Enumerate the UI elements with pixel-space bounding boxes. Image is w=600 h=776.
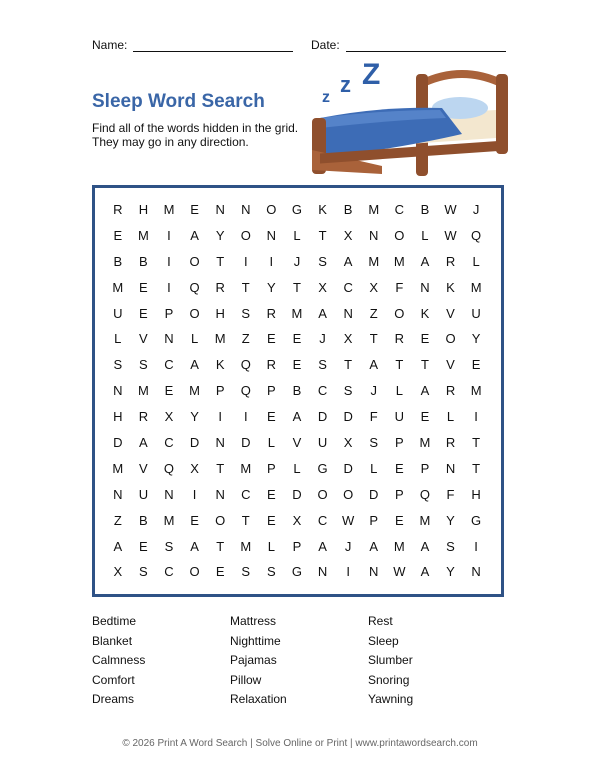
grid-cell: M	[163, 202, 175, 217]
grid-cell: G	[291, 202, 303, 217]
grid-cell: S	[113, 357, 123, 373]
grid-cell: W	[444, 227, 457, 243]
grid-cell: J	[344, 538, 352, 554]
grid-cell: E	[267, 486, 276, 502]
grid-cell: E	[267, 409, 276, 425]
word-list-item: Mattress	[230, 614, 277, 628]
grid-cell: X	[343, 435, 353, 451]
grid-cell: S	[139, 564, 148, 580]
grid-cell: P	[164, 305, 174, 321]
word-list-item: Relaxation	[230, 692, 287, 706]
svg-text:z: z	[322, 89, 330, 106]
grid-cell: O	[394, 305, 405, 321]
grid-cell: N	[215, 202, 225, 217]
grid-cell: Y	[446, 512, 455, 528]
grid-cell: D	[343, 460, 353, 476]
grid-cell: E	[215, 564, 225, 580]
grid-cell: R	[445, 383, 456, 399]
grid-cell: I	[474, 409, 478, 425]
grid-cell: Q	[163, 460, 175, 476]
grid-cell: O	[189, 305, 200, 321]
grid-cell: A	[369, 538, 379, 554]
grid-cell: D	[343, 409, 353, 425]
grid-cell: N	[369, 227, 379, 243]
grid-cell: W	[342, 512, 355, 528]
grid-cell: O	[317, 486, 328, 502]
grid-cell: G	[317, 460, 328, 476]
grid-cell: I	[269, 253, 274, 269]
grid-cell: T	[395, 357, 404, 373]
grid-cell: B	[113, 253, 123, 269]
name-field	[92, 38, 293, 52]
grid-cell: M	[393, 538, 405, 554]
grid-cell: J	[293, 253, 301, 269]
grid-cell: E	[394, 460, 404, 476]
grid-cell: R	[394, 331, 405, 347]
svg-text:z: z	[340, 72, 351, 97]
grid-cell: Q	[471, 227, 482, 243]
grid-cell: E	[139, 305, 148, 321]
word-list-item: Slumber	[368, 653, 413, 667]
grid-cell: Z	[241, 331, 250, 347]
letter-grid	[105, 197, 489, 585]
grid-cell: X	[369, 279, 379, 295]
grid-cell: L	[190, 331, 199, 347]
word-list-item: Bedtime	[92, 614, 137, 628]
grid-cell: L	[114, 331, 122, 347]
word-list-item: Nighttime	[230, 633, 281, 648]
grid-cell: X	[190, 460, 199, 476]
word-list-item: Pillow	[230, 672, 262, 687]
grid-cell: N	[471, 564, 481, 580]
grid-cell: D	[241, 435, 251, 451]
grid-cell: A	[190, 227, 199, 243]
grid-cell: M	[112, 279, 124, 295]
grid-cell: I	[167, 279, 171, 295]
word-list-item: Snoring	[368, 672, 410, 687]
grid-cell: T	[420, 357, 429, 373]
grid-cell: O	[343, 486, 354, 502]
date-line	[346, 39, 506, 52]
word-search-grid	[92, 185, 504, 597]
grid-cell: Z	[369, 305, 378, 321]
grid-cell: R	[113, 202, 123, 217]
grid-cell: L	[395, 383, 403, 399]
grid-cell: L	[267, 435, 275, 451]
grid-cell: T	[344, 357, 353, 373]
grid-cell: Q	[240, 357, 251, 373]
grid-cell: X	[292, 512, 302, 528]
word-list-item: Dreams	[92, 692, 135, 706]
grid-cell: A	[139, 435, 148, 451]
bed-with-zzz-icon	[312, 60, 512, 180]
grid-cell: M	[112, 460, 124, 476]
word-list-item: Pajamas	[230, 653, 277, 667]
grid-cell: A	[343, 253, 353, 269]
grid-cell: T	[241, 279, 250, 295]
grid-cell: I	[346, 564, 350, 580]
grid-cell: O	[189, 564, 200, 580]
grid-cell: Y	[471, 331, 481, 347]
grid-cell: S	[318, 253, 327, 269]
grid-cell: A	[318, 538, 327, 554]
grid-cell: L	[472, 253, 480, 269]
date-field	[311, 38, 506, 52]
grid-cell: B	[420, 202, 430, 217]
grid-cell: M	[368, 202, 380, 217]
word-list-item: Calmness	[92, 653, 146, 667]
grid-cell: O	[445, 331, 456, 347]
grid-cell: O	[266, 202, 277, 217]
grid-cell: C	[317, 512, 328, 528]
grid-cell: M	[240, 538, 252, 554]
name-label: Name:	[92, 38, 128, 52]
instruction-line: Find all of the words hidden in the grid.	[92, 121, 299, 135]
svg-text:Z: Z	[362, 60, 381, 91]
grid-cell: M	[137, 383, 149, 399]
grid-cell: D	[369, 486, 379, 502]
grid-cell: S	[164, 538, 174, 554]
grid-cell: X	[343, 331, 353, 347]
grid-cell: S	[241, 564, 251, 580]
grid-cell: E	[292, 357, 302, 373]
grid-cell: P	[267, 383, 276, 399]
grid-cell: E	[394, 512, 404, 528]
grid-cell: G	[471, 512, 482, 528]
grid-cell: N	[215, 435, 225, 451]
grid-cell: D	[317, 409, 328, 425]
grid-cell: P	[292, 538, 302, 554]
grid-cell: L	[293, 460, 301, 476]
grid-cell: N	[369, 564, 379, 580]
word-list-item: Sleep	[368, 633, 399, 648]
grid-cell: S	[139, 357, 148, 373]
grid-cell: E	[164, 383, 174, 399]
grid-cell: C	[164, 357, 174, 373]
grid-cell: I	[167, 253, 171, 269]
grid-cell: A	[369, 357, 379, 373]
grid-cell: L	[370, 460, 378, 476]
grid-cell: E	[267, 331, 276, 347]
grid-cell: N	[113, 486, 123, 502]
grid-cell: E	[139, 279, 148, 295]
grid-cell: E	[190, 202, 199, 217]
grid-cell: X	[343, 227, 353, 243]
grid-cell: W	[444, 202, 457, 217]
grid-cell: E	[190, 512, 199, 528]
grid-cell: K	[420, 305, 430, 321]
word-list-item: Blanket	[92, 633, 133, 648]
grid-cell: K	[446, 279, 455, 295]
grid-cell: M	[393, 253, 405, 269]
grid-cell: V	[446, 357, 455, 373]
grid-cell: N	[241, 202, 251, 217]
grid-cell: H	[138, 202, 149, 217]
grid-cell: B	[139, 253, 148, 269]
grid-cell: P	[267, 460, 276, 476]
grid-cell: P	[215, 383, 225, 399]
grid-cell: N	[343, 305, 353, 321]
word-list-item: Comfort	[92, 672, 135, 687]
grid-cell: J	[472, 202, 480, 217]
grid-cell: T	[472, 460, 481, 476]
word-list	[92, 612, 506, 710]
grid-cell: I	[167, 227, 171, 243]
grid-cell: R	[266, 357, 277, 373]
grid-cell: R	[138, 409, 149, 425]
grid-cell: C	[343, 279, 353, 295]
grid-cell: T	[216, 460, 225, 476]
grid-cell: P	[394, 435, 404, 451]
grid-cell: S	[318, 357, 327, 373]
grid-cell: G	[291, 564, 303, 580]
grid-cell: U	[394, 409, 405, 425]
grid-cell: S	[267, 564, 276, 580]
grid-cell: W	[393, 564, 406, 580]
grid-cell: M	[163, 512, 175, 528]
grid-cell: Z	[113, 512, 122, 528]
grid-cell: U	[113, 305, 123, 321]
grid-cell: S	[369, 435, 379, 451]
grid-cell: X	[318, 279, 327, 295]
grid-cell: O	[189, 253, 200, 269]
grid-cell: S	[343, 383, 353, 399]
grid-cell: T	[241, 512, 250, 528]
grid-cell: V	[292, 435, 302, 451]
grid-cell: C	[164, 435, 174, 451]
grid-cell: T	[318, 227, 327, 243]
grid-cell: T	[216, 253, 225, 269]
grid-cell: D	[113, 435, 123, 451]
grid-cell: I	[243, 409, 248, 425]
grid-cell: E	[292, 331, 302, 347]
grid-cell: N	[113, 383, 123, 399]
grid-cell: U	[138, 486, 149, 502]
grid-cell: V	[446, 305, 455, 321]
page-title: Sleep Word Search	[92, 91, 265, 112]
grid-cell: F	[446, 486, 455, 502]
grid-cell: N	[215, 486, 225, 502]
grid-cell: O	[215, 512, 226, 528]
grid-cell: R	[215, 279, 225, 295]
grid-cell: N	[164, 331, 174, 347]
grid-cell: B	[343, 202, 353, 217]
grid-cell: I	[192, 486, 197, 502]
grid-cell: K	[215, 357, 225, 373]
grid-cell: I	[243, 253, 248, 269]
grid-cell: D	[189, 435, 200, 451]
grid-cell: A	[420, 564, 430, 580]
grid-cell: S	[241, 305, 251, 321]
grid-cell: F	[395, 279, 404, 295]
grid-cell: Y	[215, 227, 225, 243]
grid-cell: C	[394, 202, 405, 217]
grid-cell: T	[369, 331, 378, 347]
grid-cell: T	[292, 279, 301, 295]
grid-cell: P	[369, 512, 379, 528]
grid-cell: T	[472, 435, 481, 451]
grid-cell: Y	[190, 409, 199, 425]
grid-cell: C	[317, 383, 328, 399]
grid-cell: V	[139, 331, 148, 347]
grid-cell: A	[113, 538, 123, 554]
grid-cell: A	[190, 538, 199, 554]
grid-cell: A	[318, 305, 327, 321]
grid-cell: A	[420, 383, 430, 399]
grid-cell: X	[164, 409, 174, 425]
grid-cell: E	[420, 331, 430, 347]
grid-cell: L	[421, 227, 429, 243]
grid-cell: M	[470, 383, 482, 399]
grid-cell: Y	[267, 279, 276, 295]
grid-cell: M	[189, 383, 200, 399]
grid-cell: P	[420, 460, 430, 476]
grid-cell: H	[215, 305, 225, 321]
date-label: Date:	[311, 38, 340, 52]
grid-cell: L	[446, 409, 455, 425]
grid-cell: K	[318, 202, 327, 217]
grid-cell: N	[420, 279, 430, 295]
grid-cell: D	[292, 486, 302, 502]
grid-cell: T	[216, 538, 225, 554]
grid-cell: M	[214, 331, 226, 347]
grid-cell: I	[474, 538, 478, 554]
footer: © 2026 Print A Word Search | Solve Online or Print | www.printawordsearch.com	[122, 738, 478, 749]
grid-cell: O	[394, 227, 405, 243]
grid-cell: M	[419, 435, 431, 451]
grid-cell: U	[471, 305, 481, 321]
grid-cell: B	[139, 512, 148, 528]
grid-cell: X	[113, 564, 123, 580]
grid-cell: Y	[446, 564, 455, 580]
instruction-line: They may go in any direction.	[92, 135, 249, 149]
grid-cell: M	[419, 512, 431, 528]
grid-cell: A	[420, 538, 430, 554]
grid-cell: N	[164, 486, 174, 502]
grid-cell: M	[240, 460, 252, 476]
grid-cell: Q	[419, 486, 430, 502]
grid-cell: E	[139, 538, 148, 554]
grid-cell: L	[267, 538, 275, 554]
grid-cell: A	[420, 253, 430, 269]
grid-cell: M	[137, 227, 149, 243]
grid-cell: N	[445, 460, 456, 476]
grid-cell: V	[139, 460, 148, 476]
grid-cell: J	[319, 331, 326, 347]
grid-cell: Q	[189, 279, 200, 295]
grid-cell: E	[267, 512, 276, 528]
grid-cell: B	[292, 383, 302, 399]
grid-cell: O	[240, 227, 251, 243]
grid-cell: S	[446, 538, 455, 554]
grid-cell: M	[368, 253, 380, 269]
grid-cell: A	[292, 409, 302, 425]
grid-cell: C	[241, 486, 251, 502]
grid-cell: C	[164, 564, 174, 580]
word-list-item: Rest	[368, 614, 393, 628]
grid-cell: M	[470, 279, 482, 295]
grid-cell: P	[394, 486, 404, 502]
grid-cell: U	[317, 435, 328, 451]
grid-cell: E	[471, 357, 481, 373]
grid-cell: M	[291, 305, 303, 321]
grid-cell: Q	[240, 383, 251, 399]
grid-cell: N	[317, 564, 328, 580]
grid-cell: F	[369, 409, 378, 425]
grid-cell: R	[445, 253, 456, 269]
grid-cell: H	[471, 486, 481, 502]
word-list-item: Yawning	[368, 692, 414, 706]
grid-cell: L	[293, 227, 301, 243]
grid-cell: I	[218, 409, 222, 425]
grid-cell: R	[266, 305, 277, 321]
name-line	[133, 39, 293, 52]
grid-cell: E	[113, 227, 123, 243]
grid-cell: A	[190, 357, 199, 373]
grid-cell: H	[113, 409, 123, 425]
instructions	[92, 121, 322, 149]
grid-cell: J	[370, 383, 377, 399]
grid-cell: E	[420, 409, 430, 425]
grid-cell: R	[445, 435, 456, 451]
grid-cell: N	[266, 227, 277, 243]
